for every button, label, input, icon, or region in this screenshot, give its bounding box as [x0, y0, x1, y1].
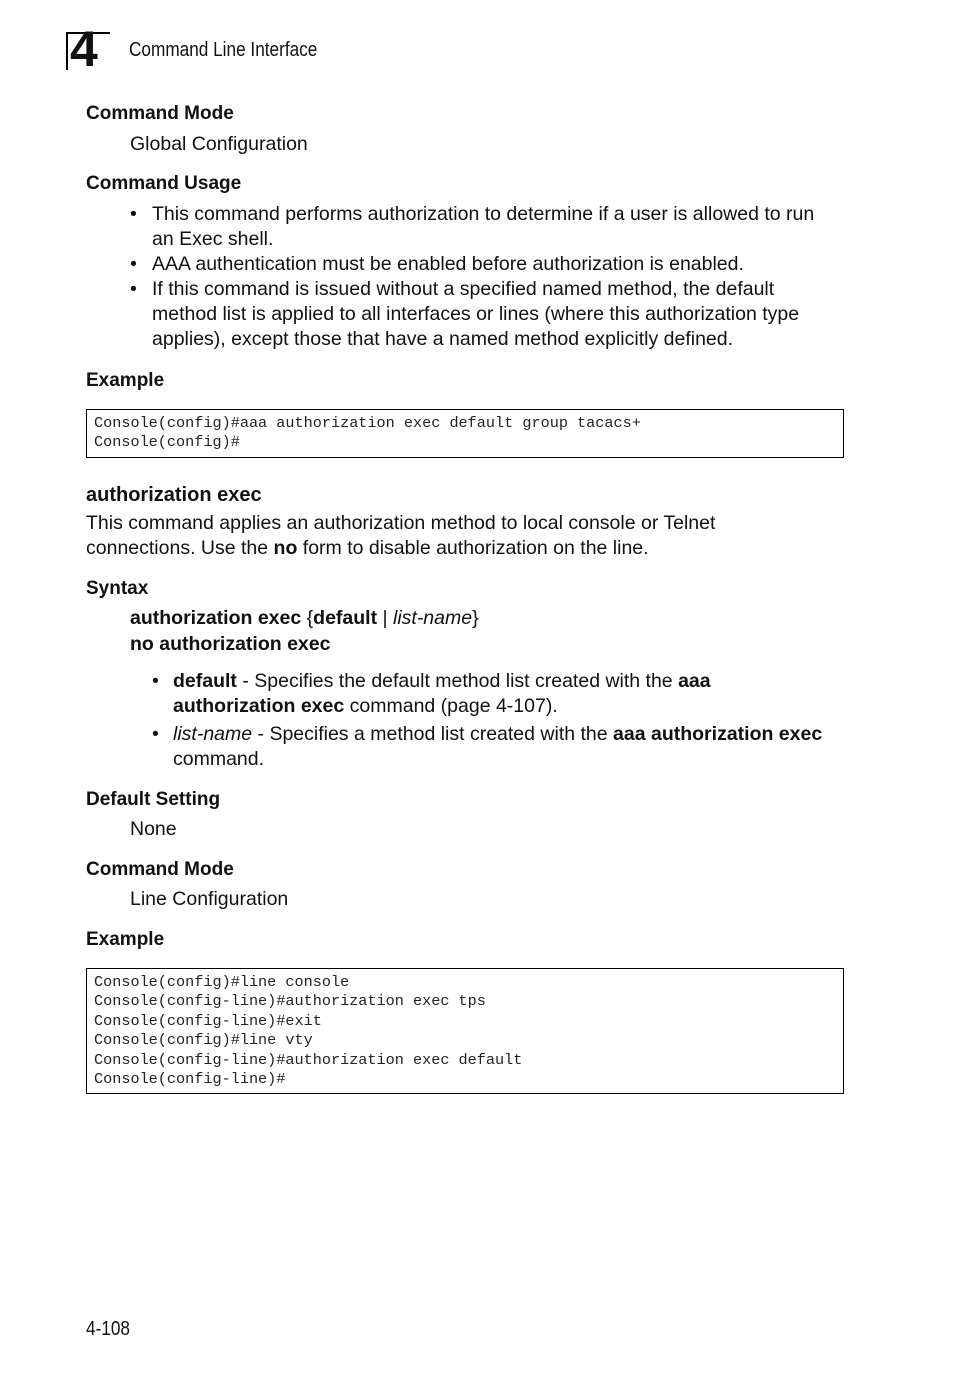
- usage-item-line: This command performs authorization to determine if a user is allowed to run: [152, 203, 815, 225]
- bullet-icon: •: [130, 203, 137, 225]
- example-code-block: [86, 409, 844, 458]
- code-line: Console(config)#aaa authorization exec default group tacacs+: [94, 414, 641, 432]
- bullet-icon: •: [152, 723, 159, 745]
- command-mode-value: Line Configuration: [130, 888, 289, 910]
- syntax-line-1: authorization exec {default | list-name}: [130, 607, 479, 629]
- description-line: connections. Use the no form to disable authorization on the line.: [86, 537, 649, 559]
- command-mode-value: Global Configuration: [130, 133, 308, 155]
- code-line: Console(config)#line vty: [94, 1031, 313, 1050]
- no-keyword: no: [273, 537, 298, 559]
- code-line: Console(config-line)#exit: [94, 1011, 322, 1030]
- default-setting-heading: Default Setting: [86, 789, 221, 810]
- command-usage-heading: Command Usage: [86, 173, 242, 194]
- usage-item-line: an Exec shell.: [152, 228, 274, 250]
- code-line: Console(config-line)#authorization exec default: [94, 1050, 523, 1069]
- command-title: authorization exec: [86, 484, 262, 506]
- code-line: Console(config-line)#: [94, 1070, 286, 1089]
- usage-item-line: AAA authentication must be enabled before authorization is enabled.: [152, 253, 744, 275]
- code-line: Console(config)#: [94, 433, 240, 452]
- command-description: [86, 511, 846, 561]
- param-line: default - Specifies the default method list created with the aaa: [173, 670, 711, 692]
- usage-item-line: method list is applied to all interfaces or lines (where this authorization type: [152, 303, 800, 325]
- code-line: Console(config-line)#authorization exec tps: [94, 992, 486, 1011]
- page-number: 4-108: [86, 1318, 130, 1340]
- usage-item-line: If this command is issued without a specified named method, the default: [152, 278, 775, 300]
- usage-item-line: applies), except those that have a named method explicitly defined.: [152, 328, 734, 350]
- example-code-block: [86, 968, 844, 1094]
- chapter-number: 4: [70, 21, 97, 77]
- command-mode-heading: Command Mode: [86, 859, 234, 880]
- syntax-line-2: no authorization exec: [130, 633, 331, 655]
- default-setting-value: None: [130, 818, 177, 840]
- bullet-icon: •: [130, 253, 137, 275]
- param-line: authorization exec command (page 4-107).: [173, 695, 558, 717]
- running-header-title: Command Line Interface: [129, 39, 318, 61]
- syntax-heading: Syntax: [86, 578, 149, 599]
- command-mode-heading: Command Mode: [86, 103, 234, 124]
- example-heading: Example: [86, 929, 165, 950]
- code-line: Console(config)#line console: [94, 973, 350, 991]
- example-heading: Example: [86, 370, 165, 391]
- param-line: command.: [173, 748, 265, 770]
- param-line: list-name - Specifies a method list created with the aaa authorization exec: [173, 723, 823, 745]
- bullet-icon: •: [152, 670, 159, 692]
- bullet-icon: •: [130, 278, 137, 300]
- description-line: This command applies an authorization method to local console or Telnet: [86, 512, 716, 534]
